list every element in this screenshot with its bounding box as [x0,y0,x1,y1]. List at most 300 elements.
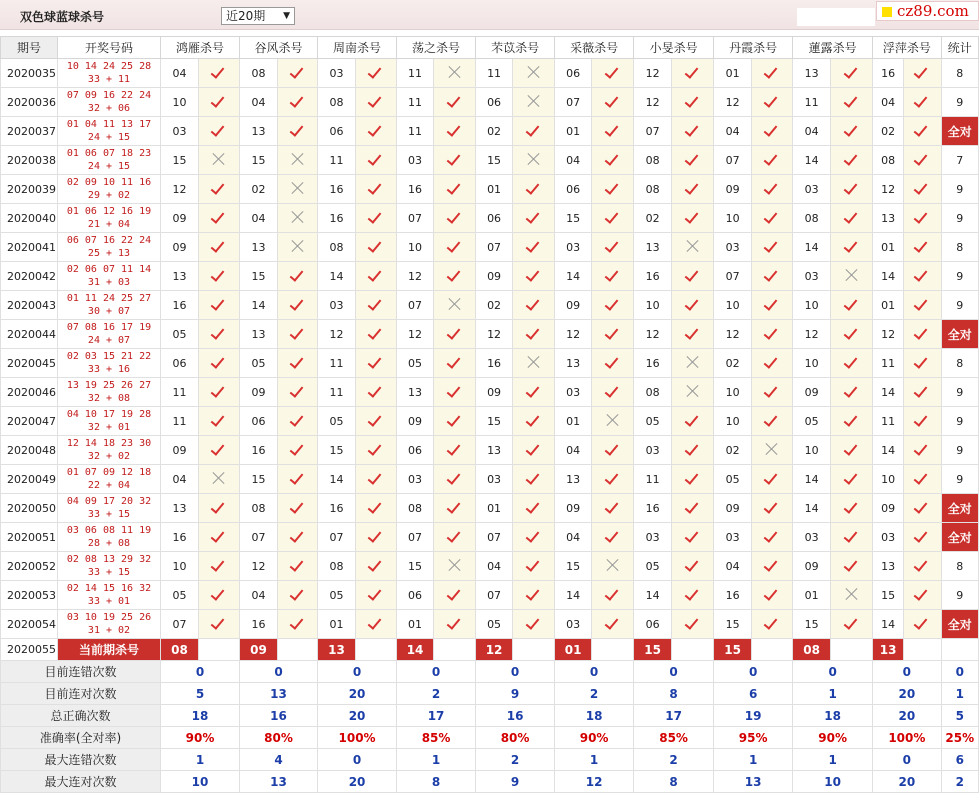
kill-number: 15 [714,610,752,639]
column-expert[interactable]: 蓮露杀号 [793,37,873,59]
check-icon [765,239,779,253]
draw-red-balls: 13 19 25 26 27 [66,380,152,391]
stat-total: 5 [941,705,978,727]
check-icon [686,587,700,601]
result-cell [752,291,793,320]
kill-number: 12 [397,320,434,349]
check-icon [212,65,226,79]
check-icon [845,65,859,79]
kill-number: 16 [161,523,199,552]
check-icon [212,355,226,369]
result-cell [592,436,634,465]
draw-red-balls: 12 14 18 23 30 [66,438,152,449]
check-icon [448,326,462,340]
kill-number: 12 [634,88,672,117]
all-correct-badge: 全对 [941,610,978,639]
kill-number-table [0,36,979,793]
check-icon [845,471,859,485]
kill-number: 14 [793,465,831,494]
draw-cell [58,552,161,581]
result-cell [278,523,318,552]
check-icon [448,587,462,601]
result-cell [831,117,873,146]
check-icon [527,384,541,398]
stat-value: 2 [634,749,714,771]
result-cell [904,291,941,320]
result-cell [199,465,240,494]
result-cell [904,117,941,146]
check-icon [369,355,383,369]
kill-number: 04 [555,523,592,552]
column-expert[interactable]: 周南杀号 [318,37,397,59]
result-cell [831,233,873,262]
current-blank [278,639,318,661]
result-cell [199,291,240,320]
kill-number: 11 [793,88,831,117]
check-icon [686,181,700,195]
stat-value: 0 [476,661,555,683]
column-expert[interactable]: 谷风杀号 [240,37,318,59]
current-label: 当前期杀号 [58,639,161,661]
result-cell [278,581,318,610]
column-expert[interactable]: 鸿雁杀号 [161,37,240,59]
column-expert[interactable]: 浮萍杀号 [873,37,941,59]
result-cell [356,610,397,639]
kill-number: 01 [714,59,752,88]
result-cell [752,233,793,262]
correct-count: 8 [941,552,978,581]
check-icon [527,297,541,311]
check-icon [212,500,226,514]
result-cell [752,378,793,407]
current-blank [831,639,873,661]
check-icon [765,616,779,630]
cross-icon [292,211,304,223]
stat-value: 2 [555,683,634,705]
result-cell [831,175,873,204]
result-cell [904,581,941,610]
stat-value: 80% [240,727,318,749]
kill-number: 14 [318,262,356,291]
kill-number: 11 [318,378,356,407]
check-icon [845,123,859,137]
check-icon [765,500,779,514]
correct-count: 9 [941,88,978,117]
kill-number: 11 [161,378,199,407]
result-cell [672,262,714,291]
result-cell [356,291,397,320]
kill-number: 11 [873,349,904,378]
check-icon [915,94,929,108]
stat-value: 0 [318,661,397,683]
stat-row [1,727,979,749]
stat-total: 6 [941,749,978,771]
check-icon [686,442,700,456]
result-cell [904,320,941,349]
result-cell [356,523,397,552]
kill-number: 03 [161,117,199,146]
kill-number: 08 [240,494,278,523]
result-cell [672,494,714,523]
cross-icon [766,443,778,455]
result-cell [278,204,318,233]
result-cell [831,610,873,639]
draw-blue-ball: 33 + 11 [87,74,131,85]
check-icon [291,65,305,79]
result-cell [831,523,873,552]
check-icon [606,442,620,456]
column-expert[interactable]: 荡之杀号 [397,37,476,59]
kill-number: 06 [476,88,513,117]
draw-red-balls: 01 11 24 25 27 [66,293,152,304]
result-cell [904,204,941,233]
kill-number: 05 [634,407,672,436]
result-cell [199,378,240,407]
result-cell [592,320,634,349]
kill-number: 01 [873,291,904,320]
cross-icon [528,153,540,165]
stat-value: 9 [476,683,555,705]
draw-blue-ball: 29 + 02 [87,190,131,201]
check-icon [765,384,779,398]
kill-number: 03 [555,233,592,262]
issue-cell: 2020038 [1,146,58,175]
check-icon [527,123,541,137]
kill-number: 13 [397,378,434,407]
check-icon [527,181,541,195]
kill-number: 10 [714,291,752,320]
check-icon [915,471,929,485]
stat-label: 总正确次数 [1,705,161,727]
result-cell [356,262,397,291]
result-cell [199,204,240,233]
cross-icon [846,269,858,281]
check-icon [845,152,859,166]
column-expert[interactable]: 小旻杀号 [634,37,714,59]
result-cell [672,610,714,639]
kill-number: 15 [793,610,831,639]
kill-number: 12 [793,320,831,349]
result-cell [752,146,793,175]
cross-icon [449,298,461,310]
draw-blue-ball: 32 + 08 [87,393,131,404]
stat-value: 2 [397,683,476,705]
stat-value: 0 [714,661,793,683]
result-cell [831,581,873,610]
check-icon [369,500,383,514]
kill-number: 16 [240,610,278,639]
check-icon [448,529,462,543]
draw-blue-ball: 33 + 01 [87,596,131,607]
kill-number: 15 [240,262,278,291]
result-cell [592,465,634,494]
kill-number: 04 [555,146,592,175]
result-cell [199,407,240,436]
stat-value: 100% [873,727,941,749]
check-icon [845,94,859,108]
result-cell [356,494,397,523]
result-cell [356,204,397,233]
result-cell [278,117,318,146]
draw-cell [58,320,161,349]
result-cell [356,436,397,465]
check-icon [686,210,700,224]
result-cell [752,465,793,494]
kill-number: 16 [161,291,199,320]
check-icon [606,384,620,398]
kill-number: 01 [476,494,513,523]
column-expert[interactable]: 采薇杀号 [555,37,634,59]
check-icon [448,152,462,166]
kill-number: 12 [318,320,356,349]
kill-number: 08 [634,146,672,175]
correct-count: 9 [941,291,978,320]
check-icon [686,558,700,572]
issue-cell: 2020042 [1,262,58,291]
check-icon [448,500,462,514]
check-icon [448,413,462,427]
result-cell [199,610,240,639]
result-cell [752,59,793,88]
stat-total: 25% [941,727,978,749]
kill-number: 15 [240,465,278,494]
all-correct-badge: 全对 [941,523,978,552]
result-cell [434,378,476,407]
check-icon [606,471,620,485]
check-icon [765,558,779,572]
table-header [1,37,979,59]
stat-value: 1 [161,749,240,771]
result-cell [592,146,634,175]
draw-cell [58,291,161,320]
result-cell [513,581,555,610]
result-cell [672,465,714,494]
kill-number: 05 [318,581,356,610]
result-cell [434,59,476,88]
kill-number: 03 [793,175,831,204]
result-cell [513,233,555,262]
check-icon [448,181,462,195]
result-cell [592,378,634,407]
draw-cell [58,465,161,494]
result-cell [752,262,793,291]
kill-number: 14 [873,610,904,639]
issue-cell: 2020052 [1,552,58,581]
check-icon [291,268,305,282]
check-icon [448,616,462,630]
check-icon [448,355,462,369]
kill-number: 08 [634,175,672,204]
check-icon [845,616,859,630]
kill-number: 07 [555,88,592,117]
kill-number: 05 [161,581,199,610]
kill-number: 12 [873,320,904,349]
kill-number: 07 [476,581,513,610]
stat-value: 16 [476,705,555,727]
result-cell [672,320,714,349]
cross-icon [528,95,540,107]
check-icon [369,152,383,166]
check-icon [369,326,383,340]
check-icon [915,529,929,543]
kill-number: 01 [873,233,904,262]
kill-number: 02 [714,349,752,378]
draw-red-balls: 01 07 09 12 18 [66,467,152,478]
result-cell [904,349,941,378]
all-correct-badge: 全对 [941,494,978,523]
current-kill-number: 08 [161,639,199,661]
result-cell [831,88,873,117]
result-cell [199,436,240,465]
kill-number: 16 [714,581,752,610]
check-icon [369,239,383,253]
kill-number: 04 [240,581,278,610]
check-icon [845,239,859,253]
result-cell [904,378,941,407]
issue-cell: 2020036 [1,88,58,117]
kill-number: 12 [634,59,672,88]
check-icon [606,181,620,195]
kill-number: 02 [873,117,904,146]
result-cell [752,407,793,436]
kill-number: 07 [476,233,513,262]
check-icon [369,268,383,282]
result-cell [513,117,555,146]
check-icon [212,326,226,340]
kill-number: 11 [161,407,199,436]
kill-number: 04 [555,436,592,465]
stat-value: 17 [397,705,476,727]
result-cell [752,523,793,552]
result-cell [434,407,476,436]
kill-number: 10 [793,436,831,465]
result-cell [672,523,714,552]
check-icon [527,558,541,572]
search-box[interactable] [797,8,875,26]
check-icon [291,442,305,456]
result-cell [672,436,714,465]
draw-red-balls: 02 14 15 16 32 [66,583,152,594]
result-cell [513,407,555,436]
result-cell [513,494,555,523]
issue-cell: 2020045 [1,349,58,378]
kill-number: 06 [476,204,513,233]
result-cell [672,291,714,320]
draw-blue-ball: 31 + 02 [87,625,131,636]
issue-cell: 2020037 [1,117,58,146]
check-icon [212,239,226,253]
kill-number: 04 [793,117,831,146]
kill-number: 16 [318,494,356,523]
draw-cell [58,378,161,407]
issue-cell: 2020047 [1,407,58,436]
kill-number: 14 [873,436,904,465]
draw-cell [58,610,161,639]
result-cell [513,465,555,494]
column-expert[interactable]: 丹霞杀号 [714,37,793,59]
result-cell [278,88,318,117]
draw-cell [58,407,161,436]
result-cell [831,378,873,407]
current-blank [356,639,397,661]
check-icon [915,413,929,427]
result-cell [199,117,240,146]
result-cell [199,233,240,262]
draw-blue-ball: 32 + 01 [87,422,131,433]
period-select[interactable] [221,7,295,25]
stat-value: 80% [476,727,555,749]
result-cell [199,320,240,349]
correct-count: 8 [941,349,978,378]
result-cell [278,291,318,320]
result-cell [592,581,634,610]
check-icon [212,94,226,108]
result-cell [513,146,555,175]
column-expert[interactable]: 芣苡杀号 [476,37,555,59]
check-icon [765,181,779,195]
check-icon [915,239,929,253]
check-icon [369,558,383,572]
result-cell [592,610,634,639]
kill-number: 05 [240,349,278,378]
current-blank [904,639,941,661]
correct-count: 8 [941,59,978,88]
kill-number: 12 [873,175,904,204]
kill-number: 15 [240,146,278,175]
check-icon [606,239,620,253]
kill-number: 09 [476,378,513,407]
kill-number: 10 [714,407,752,436]
draw-red-balls: 06 07 16 22 24 [66,235,152,246]
result-cell [278,610,318,639]
check-icon [606,616,620,630]
issue-cell: 2020040 [1,204,58,233]
result-cell [904,262,941,291]
issue-cell: 2020043 [1,291,58,320]
stat-value: 17 [634,705,714,727]
kill-number: 15 [476,146,513,175]
draw-red-balls: 02 09 10 11 16 [66,177,152,188]
kill-number: 15 [555,552,592,581]
result-cell [592,407,634,436]
kill-number: 12 [240,552,278,581]
column-draw: 开奖号码 [58,37,161,59]
result-cell [356,552,397,581]
result-cell [904,610,941,639]
issue-cell: 2020054 [1,610,58,639]
kill-number: 11 [318,349,356,378]
kill-number: 12 [714,88,752,117]
check-icon [212,123,226,137]
kill-number: 16 [397,175,434,204]
kill-number: 01 [397,610,434,639]
kill-number: 03 [555,378,592,407]
check-icon [212,268,226,282]
stat-row [1,705,979,727]
result-cell [278,436,318,465]
table-row [1,378,979,407]
table-row [1,262,979,291]
draw-red-balls: 10 14 24 25 28 [66,61,152,72]
result-cell [672,88,714,117]
check-icon [606,326,620,340]
result-cell [752,552,793,581]
site-logo[interactable] [876,1,979,21]
current-kill-number: 15 [634,639,672,661]
result-cell [672,552,714,581]
draw-cell [58,523,161,552]
result-cell [592,59,634,88]
